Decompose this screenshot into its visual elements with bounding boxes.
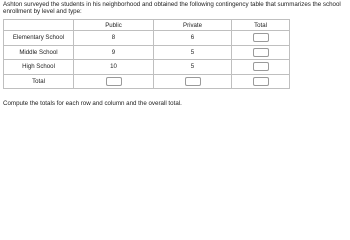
table-row	[4, 31, 290, 46]
cell-grand-total	[232, 74, 290, 89]
cell-high-private: 5	[154, 60, 232, 75]
header-corner	[4, 20, 74, 31]
answer-input-elementary-total[interactable]	[253, 33, 269, 42]
answer-input-high-total[interactable]	[253, 62, 269, 71]
answer-input-private-total[interactable]	[185, 77, 201, 86]
row-label-total: Total	[4, 74, 74, 89]
table-row	[4, 45, 290, 60]
cell-middle-private: 5	[154, 45, 232, 60]
cell-high-total	[232, 60, 290, 75]
row-label-high: High School	[4, 60, 74, 75]
header-public: Public	[74, 20, 154, 31]
row-label-elementary: Elementary School	[4, 31, 74, 46]
answer-input-grand-total[interactable]	[253, 77, 269, 86]
table-row	[4, 74, 290, 89]
table-header-row	[4, 20, 290, 31]
contingency-table	[3, 19, 290, 89]
table-row	[4, 60, 290, 75]
row-label-middle: Middle School	[4, 45, 74, 60]
cell-elementary-total	[232, 31, 290, 46]
header-total: Total	[232, 20, 290, 31]
header-private: Private	[154, 20, 232, 31]
answer-input-middle-total[interactable]	[253, 48, 269, 57]
cell-elementary-private: 6	[154, 31, 232, 46]
cell-elementary-public: 8	[74, 31, 154, 46]
cell-middle-total	[232, 45, 290, 60]
cell-high-public: 10	[74, 60, 154, 75]
cell-total-public	[74, 74, 154, 89]
answer-input-public-total[interactable]	[106, 77, 122, 86]
question-instruction: Compute the totals for each row and column and the overall total.	[3, 100, 182, 107]
question-prompt: Ashton surveyed the students in his neighborhood and obtained the following contingency table that summarizes the school enrollment by level and type:	[3, 1, 341, 16]
cell-middle-public: 9	[74, 45, 154, 60]
cell-total-private	[154, 74, 232, 89]
